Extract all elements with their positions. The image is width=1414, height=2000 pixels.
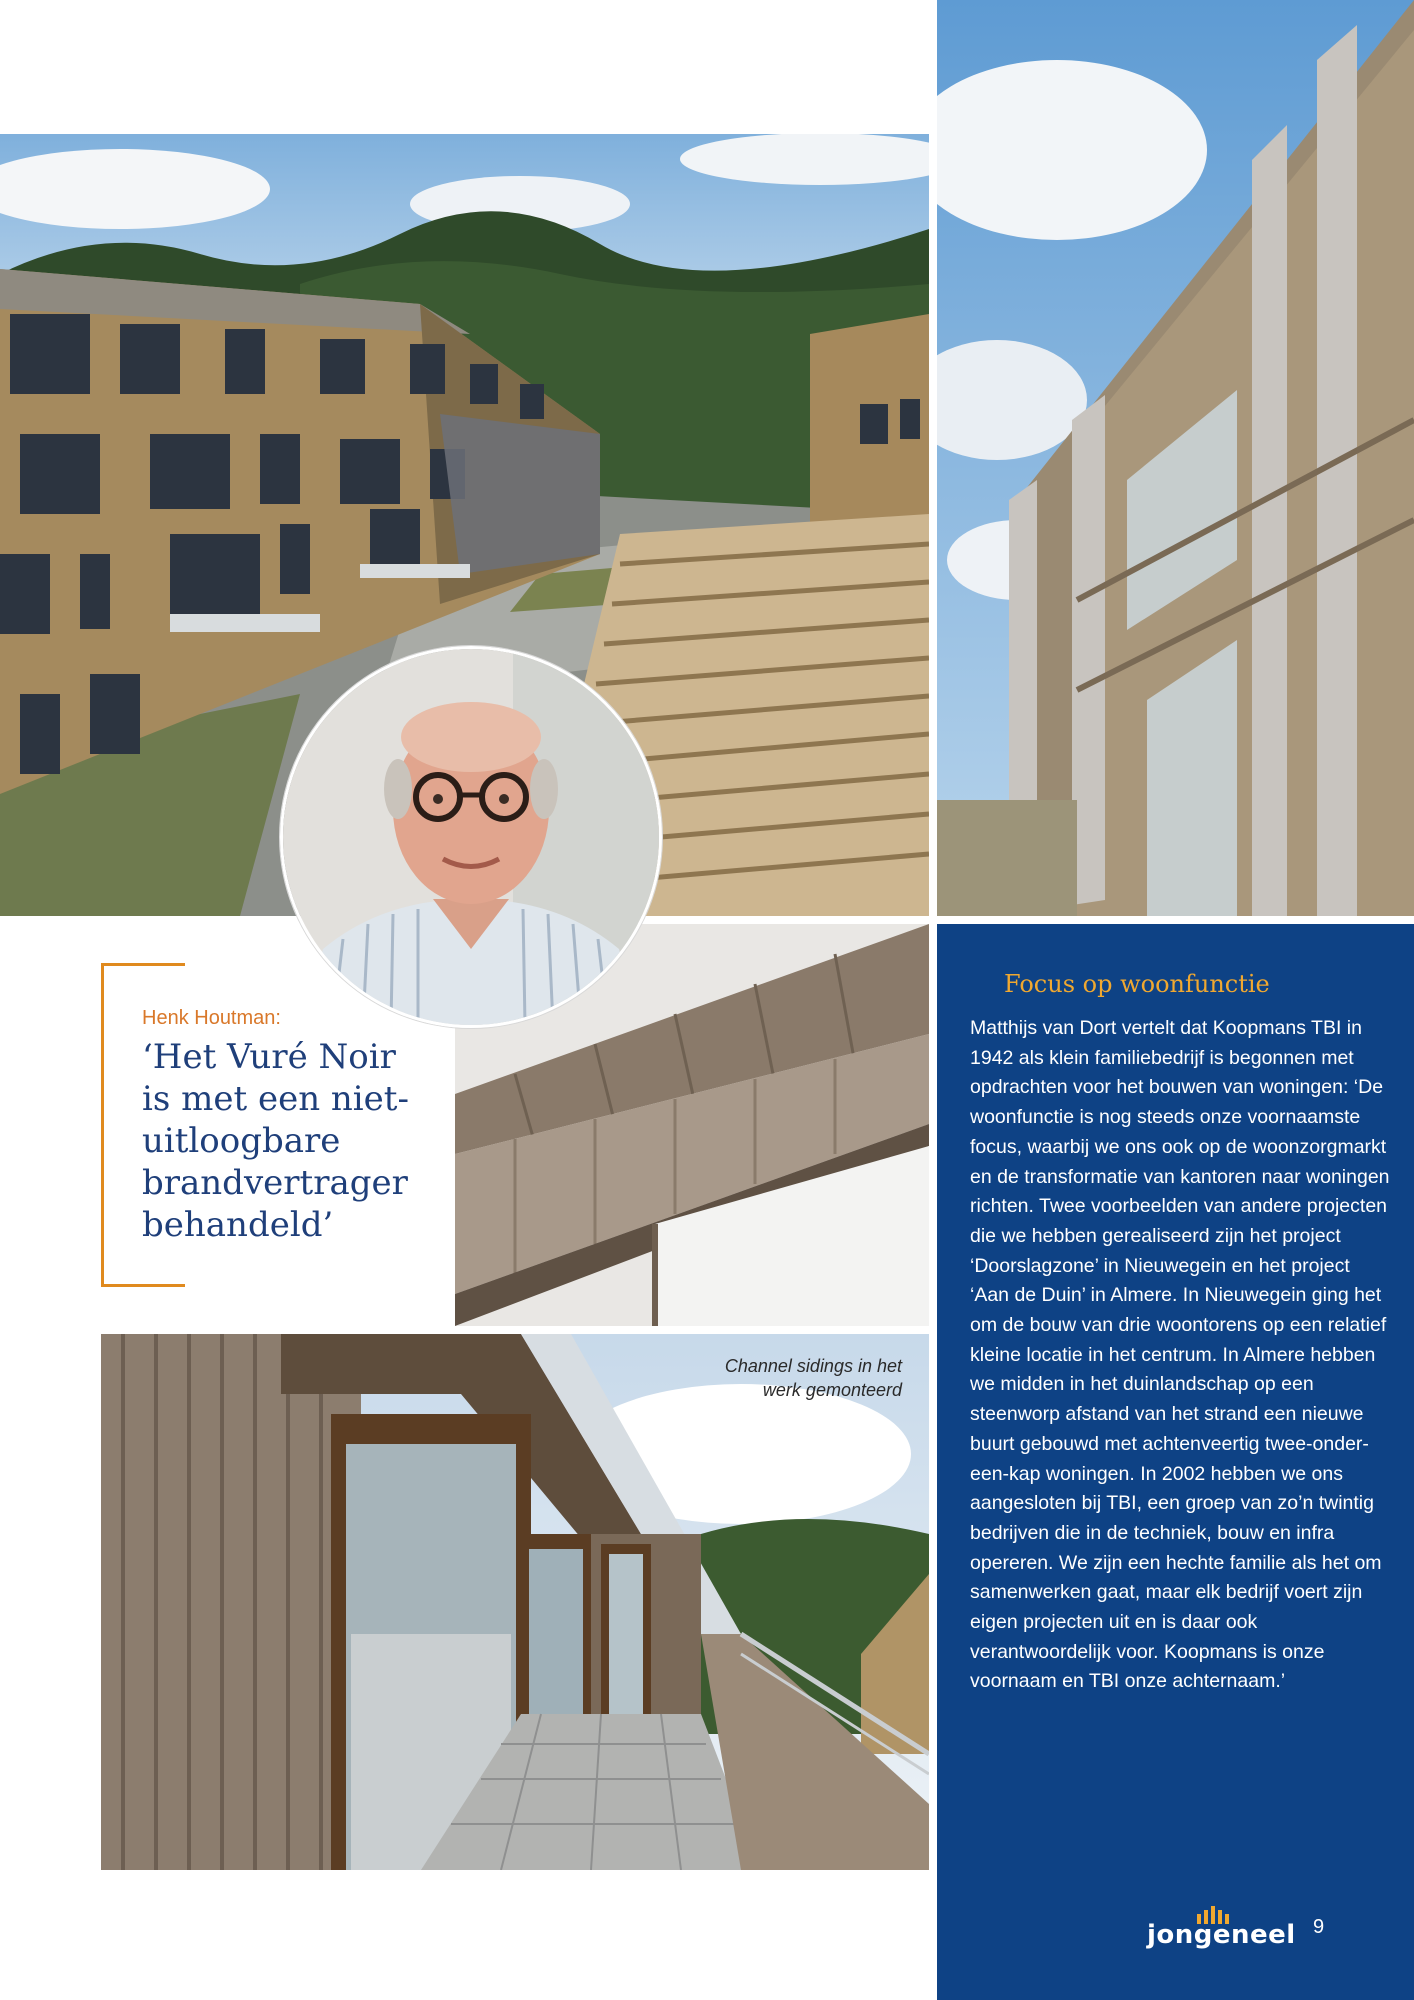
sidebar-panel [937,924,1414,2000]
jongeneel-logo [1147,1904,1307,1956]
pull-quote: ‘Het Vuré Noir is met een niet- uitloogbare brandvertrager behandeld’ [142,1037,409,1245]
page-number: 9 [1313,1916,1325,1938]
section-body: Matthijs van Dort vertelt dat Koopmans TBI in 1942 als klein familiebedrijf is begonnen met opdrachten voor het bouwen van woningen: ‘De woonfunctie is nog steeds onze voornaamste focus, waarbij we ons ook op de woonzorgmarkt en de transformatie van kantoren naar woningen richten. Twee voorbeelden van andere projecten die we hebben gerealiseerd zijn het project ‘Doorslagzone’ in Nieuwegein en het project ‘Aan de Duin’ in Almere. In Nieuwegein ging het om de bouw van drie woontorens op een relatief kleine locatie in het centrum. In Almere hebben we midden in het duinlandschap op een steenworp afstand van het strand een nieuwe buurt gebouwd met achtenveertig twee-onder-een-kap woningen. In 2002 hebben we ons aangesloten bij TBI, een groep van zo’n twintig bedrijven die in de techniek, bouw en infra opereren. We zijn een hechte familie als het om samenwerken gaat, maar elk bedrijf voert zijn eigen projecten uit en is daar ook verantwoordelijk voor. Koopmans is onze voornaam en TBI onze achternaam.’ [970,1017,1390,1693]
section-heading: Focus op woonfunctie [1004,970,1270,998]
portrait-photo [280,646,662,1028]
balcony-photo [101,1334,929,1870]
photo-caption: Channel sidings in het werk gemonteerd [724,1356,902,1400]
facade-photo [937,0,1414,916]
logo-wordmark: jongeneel [1147,1920,1296,1950]
quote-author: Henk Houtman: [142,1007,281,1029]
